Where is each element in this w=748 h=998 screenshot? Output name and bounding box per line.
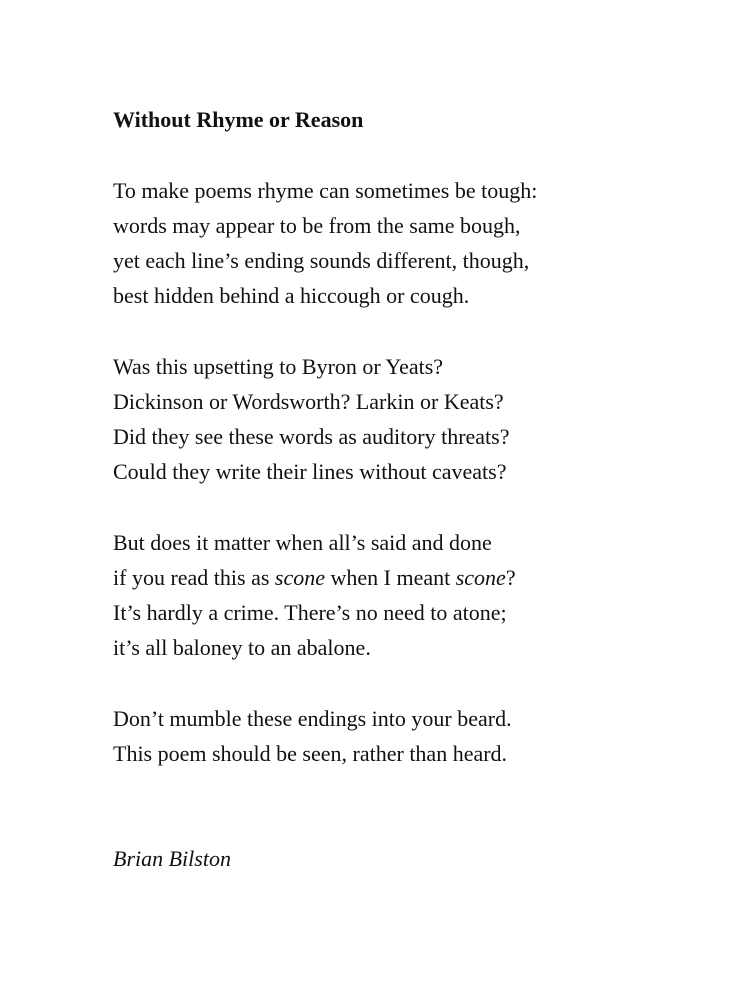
line-text: when I meant <box>325 565 456 590</box>
stanza-4 <box>113 701 728 771</box>
poem-line: Did they see these words as auditory threats? <box>113 424 510 449</box>
stanza-3 <box>113 525 728 665</box>
poem-page <box>113 103 728 876</box>
poem-line: This poem should be seen, rather than heard. <box>113 741 508 766</box>
poem-line: But does it matter when all’s said and done <box>113 530 492 555</box>
poem-author: Brian Bilston <box>113 846 231 871</box>
poem-line: To make poems rhyme can sometimes be tough: <box>113 178 538 203</box>
italic-word: scone <box>455 565 506 590</box>
poem-line: Was this upsetting to Byron or Yeats? <box>113 354 444 379</box>
italic-word: scone <box>274 565 325 590</box>
stanza-2 <box>113 349 728 489</box>
poem-line: it’s all baloney to an abalone. <box>113 635 371 660</box>
poem-line: Could they write their lines without caveats? <box>113 459 507 484</box>
poem-line: It’s hardly a crime. There’s no need to atone; <box>113 600 507 625</box>
poem-line: Dickinson or Wordsworth? Larkin or Keats? <box>113 389 504 414</box>
poem-title: Without Rhyme or Reason <box>113 107 364 132</box>
stanza-1 <box>113 173 728 313</box>
line-text: if you read this as <box>113 565 275 590</box>
poem-line-with-italics <box>113 560 728 595</box>
poem-line: words may appear to be from the same bough, <box>113 213 521 238</box>
poem-line: best hidden behind a hiccough or cough. <box>113 283 470 308</box>
line-text: ? <box>505 565 516 590</box>
poem-line: yet each line’s ending sounds different, though, <box>113 248 530 273</box>
poem-line: Don’t mumble these endings into your beard. <box>113 706 512 731</box>
